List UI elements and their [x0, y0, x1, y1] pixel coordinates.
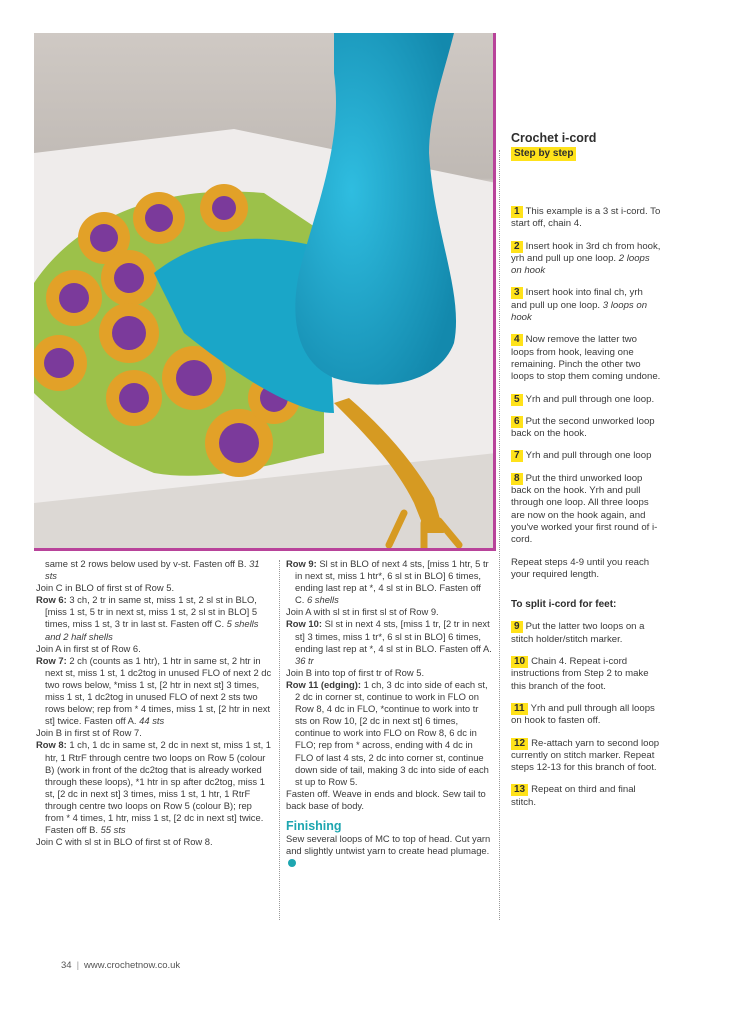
row-text: Join A with sl st in first sl st of Row 9. [286, 606, 439, 618]
step-item [511, 473, 661, 547]
step-item [511, 450, 661, 462]
step-item [511, 287, 661, 324]
step-number: 2 [511, 241, 523, 253]
stitch-count: 36 tr [295, 654, 314, 666]
step-text: Now remove the latter two loops from hook, leaving one remaining. Pinch the other two loops to stop them coming undone. [511, 334, 661, 383]
step-text: Yrh and pull through all loops on hook to fasten off. [511, 702, 655, 727]
pattern-line [36, 582, 272, 594]
row-label: Row 6: [36, 594, 67, 606]
finishing-heading: Finishing [286, 818, 342, 833]
pattern-line [36, 594, 272, 642]
row-text: Join C with sl st in BLO of first st of Row 8. [36, 836, 213, 848]
step-number: 9 [511, 621, 523, 633]
step-note: 3 loops on hook [511, 299, 648, 324]
row-text: Join B into top of first tr of Row 5. [286, 666, 425, 678]
pattern-column-1 [36, 558, 272, 848]
row-label: Row 9: [286, 558, 317, 569]
pattern-line [36, 655, 272, 728]
step-item [511, 703, 661, 728]
step-number: 5 [511, 394, 523, 406]
step-text: Yrh and pull through one loop [525, 450, 652, 462]
footer-url[interactable]: www.crochetnow.co.uk [84, 960, 181, 971]
step-text: Insert hook in 3rd ch from hook, yrh and pull up one loop. [511, 240, 661, 264]
step-text: Yrh and pull through one loop. [525, 393, 655, 405]
step-number: 8 [511, 473, 523, 485]
column-divider [279, 560, 280, 920]
step-number: 3 [511, 287, 523, 299]
sidebar-subtitle: Step by step [511, 147, 576, 161]
step-item [511, 241, 661, 278]
row-text: Join A in first st of Row 6. [36, 642, 141, 654]
row-text: 1 ch, 3 dc into side of each st, 2 dc in corner st, continue to work in FLO on Row 8, 4 dc in FLO, *continue to work into tr sts on Row 10, [2 dc in next st] 6 times, continue to work into FLO on Row 8, 6 dc in FLO; rep from * across, ending with 4 dc in FLO of last 4 sts, 2 dc into corner st, continue down side of tail, making 3 dc into side of each st up to Row 5. [295, 678, 489, 787]
sidebar-divider [499, 150, 500, 920]
step-item [511, 206, 661, 231]
sidebar-title: Crochet i-cord [511, 131, 597, 145]
finishing-text: Sew several loops of MC to top of head. Cut yarn and slightly untwist yarn to create head plumage. [286, 833, 492, 869]
page-number: 34 [61, 960, 72, 971]
stitch-count: 6 shells [306, 594, 339, 606]
step-item [511, 656, 661, 693]
pattern-line [286, 618, 492, 666]
step-number: 13 [511, 784, 528, 796]
step-text: Repeat on third and final stitch. [511, 784, 636, 808]
step-item [511, 621, 661, 646]
step-note: 2 loops on hook [511, 252, 650, 277]
row-text: Join C in BLO of first st of Row 5. [36, 582, 175, 594]
row-text: Sl st in next 4 sts, [miss 1 tr, [2 tr in next st] 3 times, miss 1 tr*, 6 sl st in BLO] 6 times, ending last rep at *, 4 sl st in BLO. Fasten off A. [295, 618, 492, 654]
step-number: 1 [511, 206, 523, 218]
pattern-line [286, 558, 492, 606]
row-text: Fasten off. Weave in ends and block. Sew tail to back base of body. [286, 787, 486, 811]
peacock-illustration [34, 33, 496, 551]
row-text: 2 ch (counts as 1 htr), 1 htr in same st, 2 htr in next st, miss 1 st, 1 dc2tog in unused FLO of next 2 dc two rows below, *miss 1 st, [2 htr in next st] 3 times, miss 1 st, 1 dc2tog in unused FLO of next 2 sts two rows below; rep from * 4 times, miss 1 st, [2 htr in next st] twice. Fasten off A. [45, 654, 272, 727]
end-mark-icon [288, 859, 296, 867]
row-text: 3 ch, 2 tr in same st, miss 1 st, 2 sl st in BLO, [miss 1 st, 5 tr in next st, miss 1 st, 2 sl st in BLO] 5 times, miss 1 st, 3 tr in last st. Fasten off C. [45, 594, 258, 630]
step-text: Put the latter two loops on a stitch holder/stitch marker. [511, 621, 645, 645]
step-number: 12 [511, 738, 528, 750]
step-number: 7 [511, 450, 523, 462]
row-text: same st 2 rows below used by v-st. Fasten off B. [45, 558, 247, 569]
pattern-line [36, 836, 272, 848]
step-number: 4 [511, 334, 523, 346]
step-item [511, 394, 661, 406]
step-item [511, 784, 661, 809]
step-text: Insert hook into final ch, yrh and pull up one loop. [511, 287, 643, 311]
row-label: Row 10: [286, 618, 322, 630]
stitch-count: 31 sts [45, 558, 260, 582]
pattern-line [286, 606, 492, 618]
step-number: 10 [511, 656, 528, 668]
step-text: Re-attach yarn to second loop currently on stitch marker. Repeat steps 12-13 for this branch of foot. [511, 737, 660, 774]
step-number: 6 [511, 416, 523, 428]
icord-sidebar [511, 131, 661, 809]
step-number: 11 [511, 703, 528, 715]
step-text: Put the third unworked loop back on the hook. Yrh and pull through one loop. All three loops are now on the hook again, and you've worked your first round of i-cord. [511, 472, 658, 546]
peacock-photo [34, 33, 496, 551]
row-text: Join B in first st of Row 7. [36, 727, 142, 739]
stitch-count: 5 shells and 2 half shells [45, 618, 259, 642]
pattern-line [286, 679, 492, 788]
split-heading: To split i-cord for feet: [511, 599, 617, 611]
page-footer [61, 960, 180, 971]
row-label: Row 7: [36, 654, 67, 666]
pattern-column-2 [286, 558, 492, 869]
step-item [511, 416, 661, 441]
row-text: Sl st in BLO of next 4 sts, [miss 1 htr, 5 tr in next st, miss 1 htr*, 6 sl st in BLO] 6 times, ending last rep at *, 4 sl st in BLO. Fasten off C. [295, 558, 489, 606]
row-label: Row 8: [36, 739, 67, 751]
pattern-line [36, 558, 272, 582]
step-text: Chain 4. Repeat i-cord instructions from Step 2 to make this branch of the foot. [511, 656, 649, 692]
step-text: This example is a 3 st i-cord. To start off, chain 4. [511, 206, 661, 230]
pattern-line [36, 643, 272, 655]
pattern-line [36, 739, 272, 836]
pattern-line [286, 667, 492, 679]
pattern-line [36, 727, 272, 739]
repeat-instruction: Repeat steps 4-9 until you reach your required length. [511, 556, 650, 580]
step-text: Put the second unworked loop back on the hook. [511, 415, 655, 440]
stitch-count: 44 sts [139, 715, 165, 727]
footer-separator: | [76, 960, 80, 971]
step-item [511, 738, 661, 775]
step-item [511, 334, 661, 383]
row-label: Row 11 (edging): [286, 678, 361, 690]
row-text: 1 ch, 1 dc in same st, 2 dc in next st, miss 1 st, 1 htr, 1 RtrF through centre two loops on Row 5 (colour B) (work in front of the dc2tog that is already worked through these loops), *1 htr in sp after dc2tog, miss 1 st, [2 dc in next st] 3 times, miss 1 st, 1 htr, 1 RtrF through centre two loops on Row 5 (colour B); rep from * 4 times, 1 htr, miss 1 st, [2 dc in next st] twice. Fasten off B. [45, 739, 271, 836]
pattern-line [286, 788, 492, 812]
stitch-count: 55 sts [100, 824, 126, 836]
